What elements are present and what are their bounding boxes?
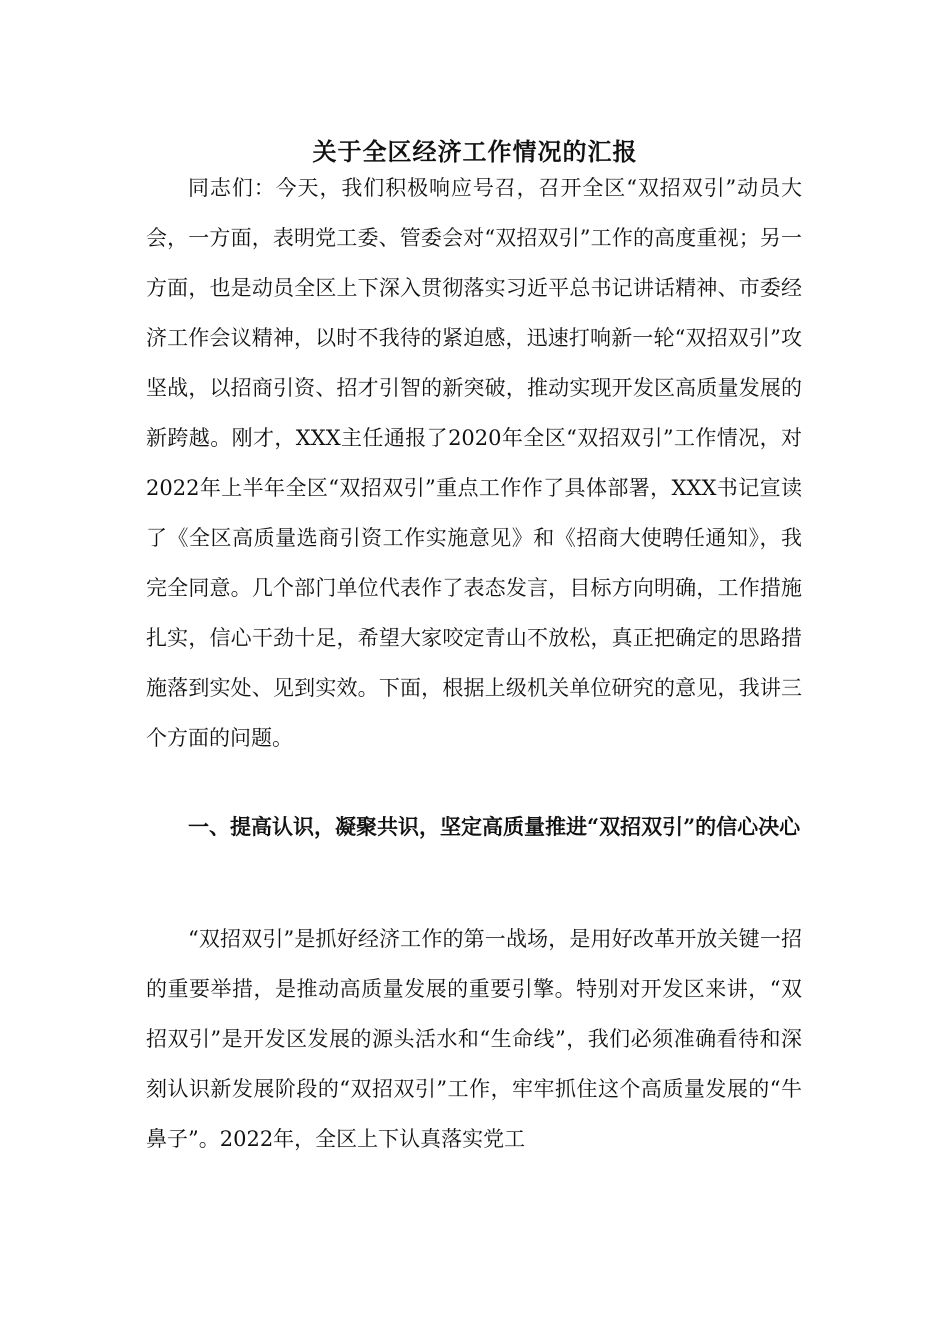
document-title: 关于全区经济工作情况的汇报 — [312, 137, 638, 166]
section-1-paragraph: “双招双引”是抓好经济工作的第一战场，是用好改革开放关键一招的重要举措，是推动高质量发展的重要引擎。特别对开发区来讲，“双招双引”是开发区发展的源头活水和“生命线”，我们必须准确看待和深刻认识新发展阶段的“双招双引”工作，牢牢抓住这个高质量发展的“牛鼻子”。2022年，全区上下认真落实党工 — [146, 927, 802, 1151]
section-heading-1: 一、提高认识，凝聚共识，坚定高质量推进“双招双引”的信心决心 — [188, 814, 801, 839]
opening-paragraph: 同志们：今天，我们积极响应号召，召开全区“双招双引”动员大会，一方面，表明党工委、管委会对“双招双引”工作的高度重视；另一方面，也是动员全区上下深入贯彻落实习近平总书记讲话精神、市委经济工作会议精神，以时不我待的紧迫感，迅速打响新一轮“双招双引”攻坚战，以招商引资、招才引智的新突破，推动实现开发区高质量发展的新跨越。刚才，XXX主任通报了2020年全区“双招双引”工作情况，对2022年上半年全区“双招双引”重点工作作了具体部署，XXX书记宣读了《全区高质量选商引资工作实施意见》和《招商大使聘任通知》，我完全同意。几个部门单位代表作了表态发言，目标方向明确，工作措施扎实，信心干劲十足，希望大家咬定青山不放松，真正把确定的思路措施落到实处、见到实效。下面，根据上级机关单位研究的意见，我讲三个方面的问题。 — [146, 176, 802, 750]
